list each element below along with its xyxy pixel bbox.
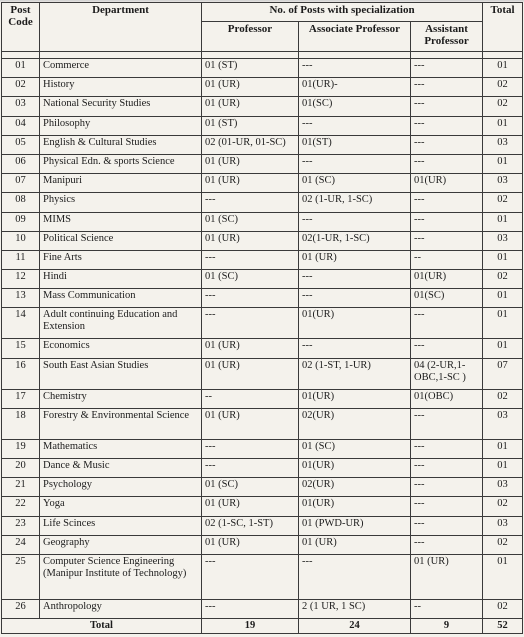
- table-row: [2, 154, 523, 173]
- table-row: [2, 599, 523, 618]
- post-code-cell: 12: [2, 270, 40, 289]
- assistant-professor-cell: ---: [411, 97, 483, 116]
- professor-cell: 01 (SC): [202, 212, 299, 231]
- post-code-cell: 02: [2, 78, 40, 97]
- total-cell: 02: [483, 535, 523, 554]
- post-code-cell: 18: [2, 408, 40, 439]
- table-row: [2, 270, 523, 289]
- post-code-cell: 19: [2, 439, 40, 458]
- professor-cell: 01 (UR): [202, 154, 299, 173]
- table-row: [2, 231, 523, 250]
- department-cell: Chemistry: [40, 389, 202, 408]
- total-cell: 03: [483, 174, 523, 193]
- department-cell: Psychology: [40, 478, 202, 497]
- post-code-cell: 15: [2, 339, 40, 358]
- department-cell: Economics: [40, 339, 202, 358]
- totals-row: [2, 619, 523, 634]
- department-cell: History: [40, 78, 202, 97]
- post-code-cell: 14: [2, 308, 40, 339]
- total-cell: 07: [483, 358, 523, 389]
- table-row: [2, 135, 523, 154]
- total-cell: 02: [483, 78, 523, 97]
- professor-cell: 01 (UR): [202, 339, 299, 358]
- professor-cell: 01 (ST): [202, 59, 299, 78]
- assistant-professor-cell: 04 (2-UR,1-OBC,1-SC ): [411, 358, 483, 389]
- post-code-cell: 10: [2, 231, 40, 250]
- department-cell: Geography: [40, 535, 202, 554]
- assistant-professor-cell: ---: [411, 59, 483, 78]
- department-cell: Anthropology: [40, 599, 202, 618]
- post-code-cell: 01: [2, 59, 40, 78]
- post-code-cell: 06: [2, 154, 40, 173]
- assistant-professor-cell: 01 (UR): [411, 554, 483, 599]
- post-code-cell: 03: [2, 97, 40, 116]
- department-cell: Political Science: [40, 231, 202, 250]
- assistant-professor-cell: ---: [411, 135, 483, 154]
- assistant-professor-cell: ---: [411, 439, 483, 458]
- assistant-professor-cell: ---: [411, 339, 483, 358]
- table-row: [2, 408, 523, 439]
- professor-cell: 01 (UR): [202, 78, 299, 97]
- table-row: [2, 59, 523, 78]
- total-cell: 01: [483, 554, 523, 599]
- post-code-cell: 26: [2, 599, 40, 618]
- department-cell: Physical Edn. & sports Science: [40, 154, 202, 173]
- associate-professor-cell: ---: [299, 116, 411, 135]
- department-cell: English & Cultural Studies: [40, 135, 202, 154]
- total-cell: 01: [483, 116, 523, 135]
- assistant-professor-header: Assistant Professor: [411, 22, 483, 52]
- post-code-cell: 24: [2, 535, 40, 554]
- total-cell: 03: [483, 478, 523, 497]
- department-cell: Computer Science Engineering (Manipur Institute of Technology): [40, 554, 202, 599]
- total-cell: 03: [483, 516, 523, 535]
- professor-cell: 02 (01-UR, 01-SC): [202, 135, 299, 154]
- associate-professor-cell: 01(ST): [299, 135, 411, 154]
- assistant-professor-cell: 01(UR): [411, 174, 483, 193]
- associate-professor-cell: ---: [299, 212, 411, 231]
- professor-cell: ---: [202, 308, 299, 339]
- post-code-cell: 16: [2, 358, 40, 389]
- totals-grand: 52: [483, 619, 523, 634]
- assistant-professor-cell: ---: [411, 308, 483, 339]
- associate-professor-cell: 02 (1-ST, 1-UR): [299, 358, 411, 389]
- department-cell: Adult continuing Education and Extension: [40, 308, 202, 339]
- total-cell: 02: [483, 497, 523, 516]
- department-cell: Physics: [40, 193, 202, 212]
- assistant-professor-cell: ---: [411, 212, 483, 231]
- associate-professor-cell: 01(UR)-: [299, 78, 411, 97]
- department-cell: Commerce: [40, 59, 202, 78]
- associate-professor-cell: 01(UR): [299, 497, 411, 516]
- assistant-professor-cell: ---: [411, 478, 483, 497]
- header-spacer-row: [2, 52, 523, 59]
- associate-professor-cell: ---: [299, 59, 411, 78]
- post-code-cell: 04: [2, 116, 40, 135]
- professor-cell: ---: [202, 193, 299, 212]
- assistant-professor-cell: ---: [411, 516, 483, 535]
- associate-professor-header: Associate Professor: [299, 22, 411, 52]
- totals-professor: 19: [202, 619, 299, 634]
- table-row: [2, 250, 523, 269]
- professor-cell: 01 (UR): [202, 408, 299, 439]
- professor-cell: 01 (UR): [202, 231, 299, 250]
- assistant-professor-cell: ---: [411, 116, 483, 135]
- assistant-professor-cell: ---: [411, 78, 483, 97]
- professor-header: Professor: [202, 22, 299, 52]
- totals-label: Total: [2, 619, 202, 634]
- total-cell: 01: [483, 308, 523, 339]
- associate-professor-cell: 02(UR): [299, 478, 411, 497]
- total-cell: 02: [483, 599, 523, 618]
- department-cell: Life Scinces: [40, 516, 202, 535]
- professor-cell: 01 (UR): [202, 497, 299, 516]
- post-code-cell: 21: [2, 478, 40, 497]
- associate-professor-cell: 01(UR): [299, 459, 411, 478]
- table-row: [2, 459, 523, 478]
- table-row: [2, 497, 523, 516]
- total-cell: 01: [483, 339, 523, 358]
- associate-professor-cell: 2 (1 UR, 1 SC): [299, 599, 411, 618]
- associate-professor-cell: 01 (PWD-UR): [299, 516, 411, 535]
- professor-cell: 02 (1-SC, 1-ST): [202, 516, 299, 535]
- associate-professor-cell: 01 (SC): [299, 174, 411, 193]
- table-row: [2, 358, 523, 389]
- associate-professor-cell: ---: [299, 154, 411, 173]
- department-cell: Yoga: [40, 497, 202, 516]
- associate-professor-cell: 01 (UR): [299, 535, 411, 554]
- department-cell: Dance & Music: [40, 459, 202, 478]
- posts-table: [1, 2, 523, 634]
- associate-professor-cell: 02 (1-UR, 1-SC): [299, 193, 411, 212]
- total-cell: 02: [483, 389, 523, 408]
- total-cell: 02: [483, 193, 523, 212]
- department-cell: Forestry & Environmental Science: [40, 408, 202, 439]
- post-code-cell: 17: [2, 389, 40, 408]
- total-cell: 03: [483, 135, 523, 154]
- assistant-professor-cell: --: [411, 599, 483, 618]
- professor-cell: --: [202, 389, 299, 408]
- post-code-cell: 23: [2, 516, 40, 535]
- assistant-professor-cell: 01(OBC): [411, 389, 483, 408]
- associate-professor-cell: 01(UR): [299, 308, 411, 339]
- total-cell: 01: [483, 59, 523, 78]
- table-row: [2, 554, 523, 599]
- total-cell: 01: [483, 459, 523, 478]
- table-row: [2, 116, 523, 135]
- total-cell: 01: [483, 289, 523, 308]
- totals-assistant: 9: [411, 619, 483, 634]
- total-cell: 03: [483, 231, 523, 250]
- table-row: [2, 174, 523, 193]
- post-code-cell: 25: [2, 554, 40, 599]
- totals-associate: 24: [299, 619, 411, 634]
- total-cell: 01: [483, 154, 523, 173]
- associate-professor-cell: 01(SC): [299, 97, 411, 116]
- post-code-cell: 08: [2, 193, 40, 212]
- table-body: [2, 59, 523, 619]
- table-row: [2, 535, 523, 554]
- table-row: [2, 289, 523, 308]
- assistant-professor-cell: 01(SC): [411, 289, 483, 308]
- professor-cell: ---: [202, 554, 299, 599]
- table-row: [2, 78, 523, 97]
- assistant-professor-cell: ---: [411, 193, 483, 212]
- professor-cell: 01 (UR): [202, 358, 299, 389]
- table-row: [2, 212, 523, 231]
- associate-professor-cell: ---: [299, 339, 411, 358]
- posts-specialization-header: No. of Posts with specialization: [202, 3, 483, 22]
- professor-cell: ---: [202, 599, 299, 618]
- table-row: [2, 478, 523, 497]
- total-cell: 01: [483, 212, 523, 231]
- table-row: [2, 193, 523, 212]
- professor-cell: ---: [202, 459, 299, 478]
- header-row: [2, 3, 523, 22]
- associate-professor-cell: ---: [299, 554, 411, 599]
- post-code-cell: 20: [2, 459, 40, 478]
- professor-cell: 01 (SC): [202, 270, 299, 289]
- associate-professor-cell: ---: [299, 289, 411, 308]
- post-code-cell: 11: [2, 250, 40, 269]
- associate-professor-cell: 02(UR): [299, 408, 411, 439]
- assistant-professor-cell: ---: [411, 497, 483, 516]
- assistant-professor-cell: ---: [411, 535, 483, 554]
- assistant-professor-cell: 01(UR): [411, 270, 483, 289]
- total-header: Total: [483, 3, 523, 52]
- professor-cell: 01 (UR): [202, 97, 299, 116]
- professor-cell: 01 (ST): [202, 116, 299, 135]
- table-row: [2, 389, 523, 408]
- assistant-professor-cell: ---: [411, 231, 483, 250]
- associate-professor-cell: ---: [299, 270, 411, 289]
- department-cell: Mathematics: [40, 439, 202, 458]
- post-code-cell: 05: [2, 135, 40, 154]
- table-row: [2, 516, 523, 535]
- table-row: [2, 339, 523, 358]
- total-cell: 01: [483, 439, 523, 458]
- total-cell: 01: [483, 250, 523, 269]
- post-code-cell: 09: [2, 212, 40, 231]
- professor-cell: 01 (UR): [202, 535, 299, 554]
- total-cell: 02: [483, 97, 523, 116]
- professor-cell: ---: [202, 439, 299, 458]
- department-cell: Manipuri: [40, 174, 202, 193]
- table-row: [2, 97, 523, 116]
- department-header: Department: [40, 3, 202, 52]
- assistant-professor-cell: ---: [411, 408, 483, 439]
- table-row: [2, 308, 523, 339]
- professor-cell: 01 (UR): [202, 174, 299, 193]
- department-cell: Philosophy: [40, 116, 202, 135]
- professor-cell: ---: [202, 250, 299, 269]
- total-cell: 03: [483, 408, 523, 439]
- department-cell: Fine Arts: [40, 250, 202, 269]
- department-cell: MIMS: [40, 212, 202, 231]
- total-cell: 02: [483, 270, 523, 289]
- post-code-cell: 22: [2, 497, 40, 516]
- associate-professor-cell: 01 (UR): [299, 250, 411, 269]
- associate-professor-cell: 01 (SC): [299, 439, 411, 458]
- department-cell: Mass Communication: [40, 289, 202, 308]
- associate-professor-cell: 01(UR): [299, 389, 411, 408]
- assistant-professor-cell: ---: [411, 154, 483, 173]
- post-code-cell: 07: [2, 174, 40, 193]
- department-cell: South East Asian Studies: [40, 358, 202, 389]
- assistant-professor-cell: ---: [411, 459, 483, 478]
- post-code-cell: 13: [2, 289, 40, 308]
- professor-cell: ---: [202, 289, 299, 308]
- table-row: [2, 439, 523, 458]
- professor-cell: 01 (SC): [202, 478, 299, 497]
- department-cell: National Security Studies: [40, 97, 202, 116]
- department-cell: Hindi: [40, 270, 202, 289]
- assistant-professor-cell: --: [411, 250, 483, 269]
- associate-professor-cell: 02(1-UR, 1-SC): [299, 231, 411, 250]
- post-code-header: Post Code: [2, 3, 40, 52]
